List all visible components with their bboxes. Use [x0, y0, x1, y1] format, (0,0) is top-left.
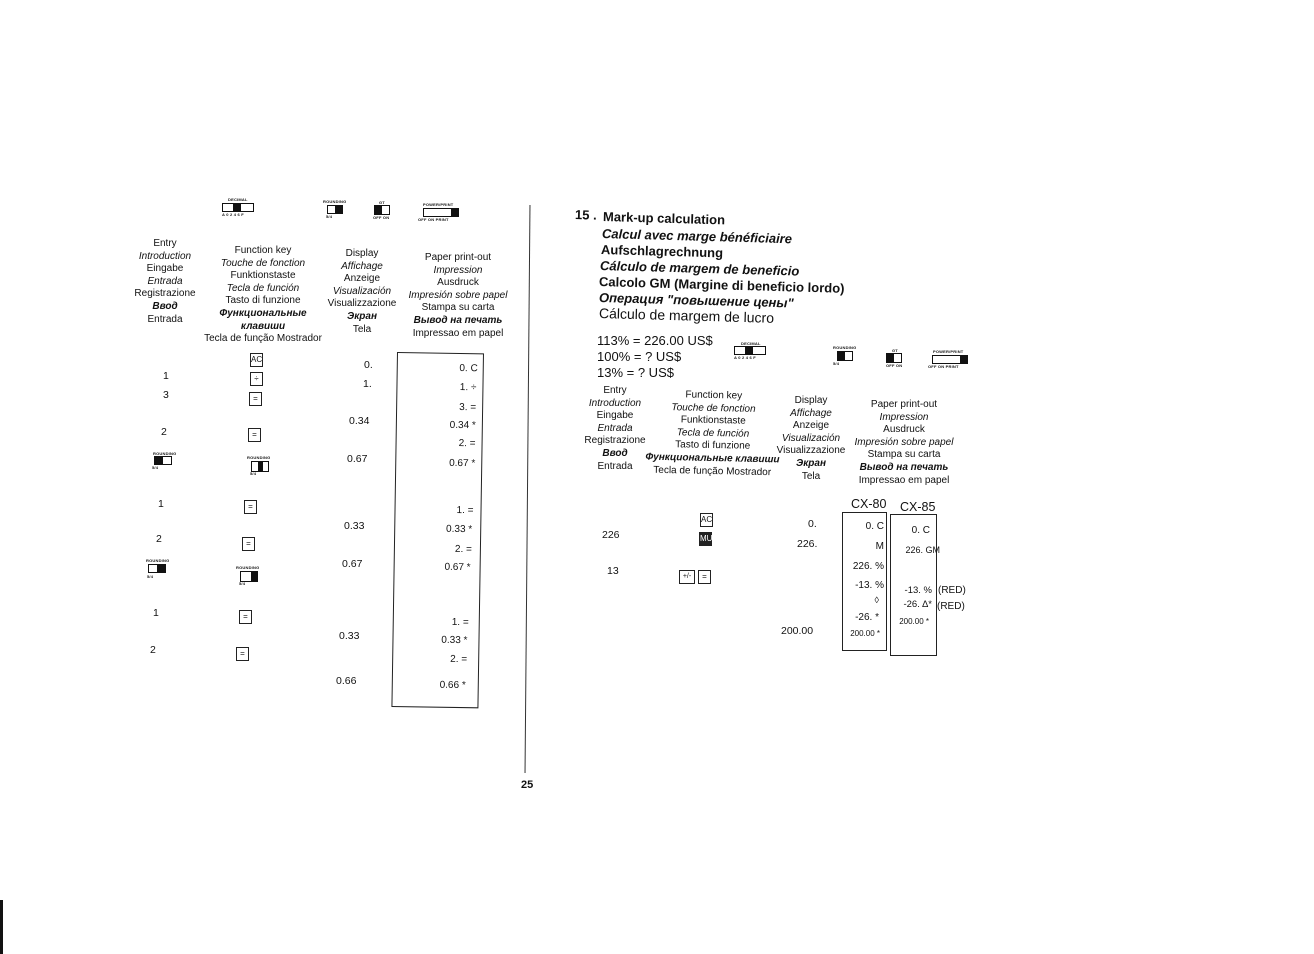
- model-cx80: CX-80: [851, 497, 887, 511]
- ac-key: AC: [250, 353, 263, 367]
- title-fr: Calcul avec marge bénéficiaire: [601, 226, 793, 247]
- tape-line: 0.33 *: [445, 523, 473, 536]
- ac-key: AC: [700, 513, 713, 527]
- equals-key: =: [698, 570, 711, 584]
- tape-line: 0. C: [459, 362, 478, 375]
- equation-line: 100% = ? US$: [597, 349, 682, 364]
- rounding-scale: 5/4: [326, 214, 333, 219]
- display-header: Display Affichage Anzeige Visualización Visualizzazione Экран Tela: [776, 395, 846, 482]
- power-scale: OFF ON PRINT: [418, 217, 449, 222]
- tape-line: 226. %: [852, 561, 884, 572]
- equation-line: 13% = ? US$: [597, 365, 674, 380]
- display-value: 0.67: [347, 453, 368, 465]
- equals-key: =: [239, 610, 252, 624]
- divide-key: ÷: [250, 372, 263, 386]
- tape-line: 0.67 *: [444, 561, 471, 574]
- scan-edge: [0, 900, 3, 954]
- paper-tape-cx85: [890, 514, 940, 656]
- tape-line: 2. =: [458, 437, 476, 450]
- entry-value: 3: [163, 389, 169, 401]
- tape-line: 0.33 *: [441, 634, 468, 647]
- tape-line: M: [875, 541, 884, 552]
- tape-line: 200.00 *: [899, 617, 929, 626]
- tape-line: 0.66 *: [439, 679, 466, 692]
- title-pt: Cálculo de margem de lucro: [598, 305, 775, 326]
- tape-line: ◊: [874, 595, 879, 605]
- display-value: 0.: [364, 359, 373, 371]
- tape-line: 0.34 *: [449, 419, 476, 432]
- tape-line: 226. GM: [905, 545, 940, 555]
- entry-value: 1: [153, 607, 159, 619]
- title-de: Aufschlagrechnung: [600, 242, 724, 261]
- equals-key: =: [244, 500, 257, 514]
- entry-value: 2: [150, 644, 156, 656]
- display-value: 0.67: [342, 558, 363, 570]
- paper-tape-cx80: [842, 512, 887, 651]
- display-header: Display Affichage Anzeige Visualización Visualizzazione Экран Tela: [327, 248, 397, 335]
- decimal-switch-body: [222, 203, 254, 212]
- section-number: 15 .: [574, 207, 597, 223]
- red-note: (RED): [938, 585, 966, 596]
- tape-line: -13. %: [855, 580, 884, 591]
- gt-label: GT: [379, 200, 385, 205]
- equals-key: =: [248, 428, 261, 442]
- display-value: 1.: [363, 378, 372, 390]
- display-value: 0.: [808, 518, 817, 530]
- entry-value: 2: [156, 533, 162, 545]
- title-en: Mark-up calculation: [602, 209, 726, 228]
- tape-line: 200.00 *: [850, 629, 880, 638]
- paper-header: Paper print-out Impression Ausdruck Impresión sobre papel Stampa su carta Вывод на печать Impressao em papel: [408, 252, 508, 339]
- tape-line: 2. =: [450, 653, 468, 666]
- equals-key: =: [242, 537, 255, 551]
- gt-scale: OFF ON: [373, 215, 390, 220]
- tape-line: 1. =: [451, 616, 469, 629]
- page-divider: [525, 205, 531, 773]
- paper-header: Paper print-out Impression Ausdruck Impresión sobre papel Stampa su carta Вывод на печать Impressao em papel: [854, 399, 954, 486]
- function-header: Function key Touche de fonction Funktionstaste Tecla de función Tasto di funzione Функциональные клавиши Tecla de função Mostrador: [645, 389, 780, 478]
- display-value: 0.33: [339, 630, 360, 642]
- tape-line: 1. =: [456, 504, 474, 517]
- display-value: 200.00: [781, 625, 814, 637]
- rounding-label: ROUNDING: [323, 199, 347, 204]
- entry-header: Entry Introduction Eingabe Entrada Registrazione Ввод Entrada: [134, 238, 196, 325]
- model-cx85: CX-85: [900, 500, 936, 514]
- title-it: Calcolo GM (Margine di beneficio lordo): [598, 274, 845, 296]
- display-value: 226.: [797, 538, 818, 550]
- power-switch-body: [423, 208, 459, 217]
- page-number: 25: [521, 779, 534, 791]
- decimal-scale: A 0 2 4 6 F: [222, 212, 244, 217]
- function-header: Function key Touche de fonction Funktionstaste Tecla de función Tasto di funzione Функциональные клавиши Tecla de função Mostrador: [204, 245, 322, 345]
- title-ru: Операция "повышение цены": [598, 290, 794, 311]
- entry-value: 1: [163, 370, 169, 382]
- tape-line: 1. ÷: [459, 381, 477, 394]
- display-value: 0.66: [336, 675, 357, 687]
- tape-line: 0. C: [865, 521, 884, 532]
- tape-line: 2. =: [454, 543, 472, 556]
- tape-line: -26. Δ*: [903, 599, 932, 610]
- tape-line: 0.67 *: [449, 457, 476, 470]
- rounding-switch-body: [327, 205, 343, 214]
- tape-line: -26. *: [855, 612, 879, 623]
- entry-header: Entry Introduction Eingabe Entrada Registrazione Ввод Entrada: [584, 385, 646, 472]
- tape-line: 0. C: [911, 525, 930, 536]
- entry-value: 13: [607, 565, 619, 577]
- tape-line: 3. =: [459, 401, 477, 414]
- plus-minus-key: +/-: [679, 570, 695, 584]
- title-es: Cálculo de margem de beneficio: [599, 258, 800, 279]
- paper-tape: [391, 352, 484, 708]
- gt-switch-body: [374, 205, 390, 215]
- entry-value: 1: [158, 498, 164, 510]
- equation-line: 113% = 226.00 US$: [597, 333, 713, 348]
- red-note: (RED): [937, 601, 965, 612]
- power-label: POWER/PRINT: [423, 202, 454, 207]
- decimal-label: DECIMAL: [228, 197, 248, 202]
- mu-key: MU: [699, 532, 712, 546]
- display-value: 0.33: [344, 520, 365, 532]
- entry-value: 226: [602, 529, 620, 541]
- equals-key: =: [236, 647, 249, 661]
- tape-line: -13. %: [904, 585, 932, 596]
- display-value: 0.34: [349, 415, 370, 427]
- entry-value: 2: [161, 426, 167, 438]
- equals-key: =: [249, 392, 262, 406]
- equations: [597, 333, 713, 381]
